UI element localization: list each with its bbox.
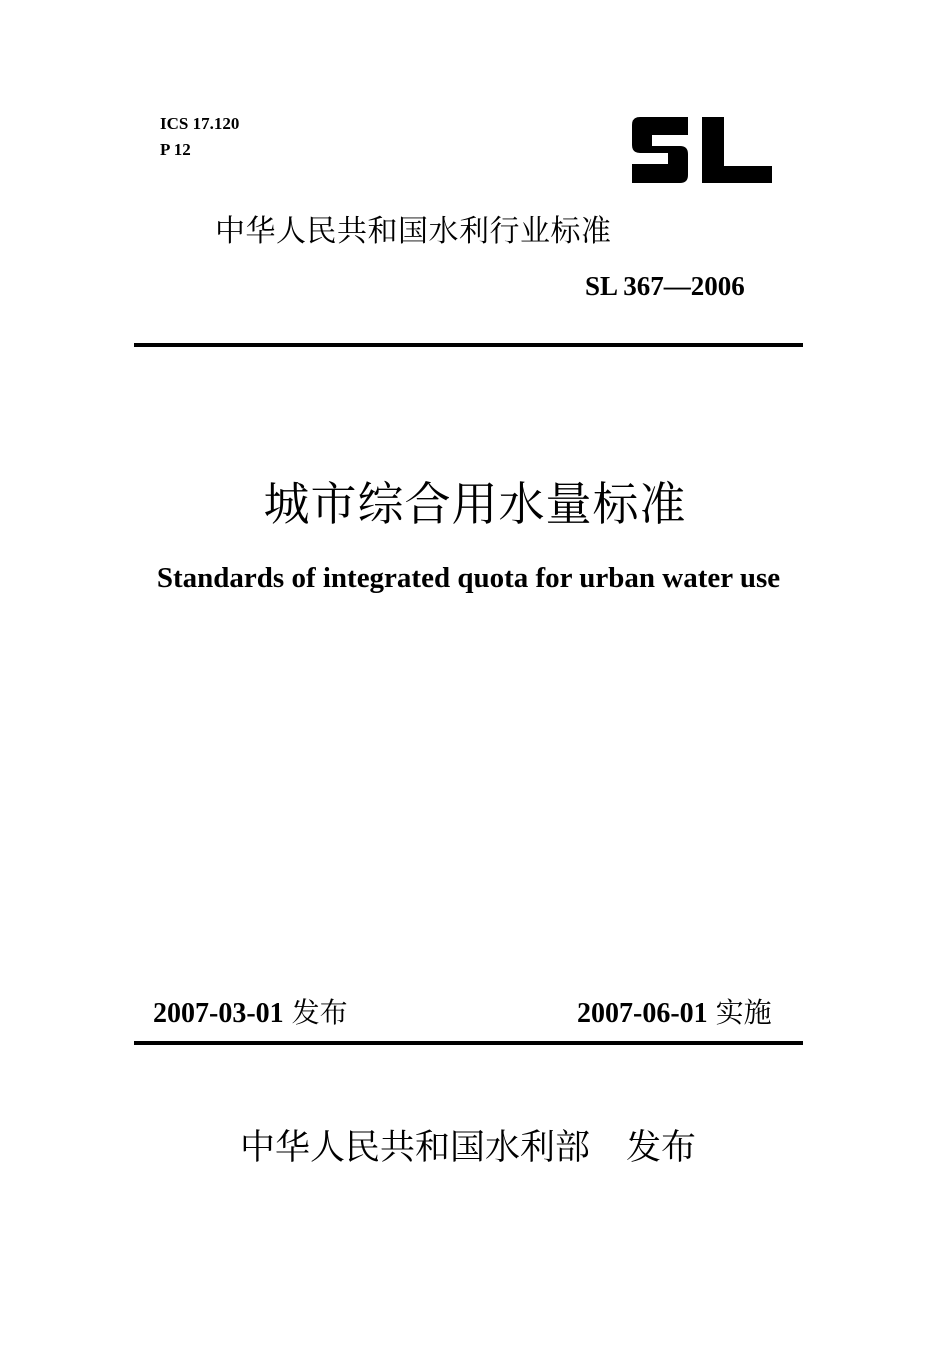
implementation-date [577, 996, 772, 1031]
publisher-verb: 发布 [626, 1128, 697, 1168]
standard-number: SL 367—2006 [585, 271, 745, 301]
ccs-code: P 12 [160, 140, 191, 159]
agency-title: 中华人民共和国水利行业标准 [215, 214, 612, 249]
implementation-date-label: 实施 [715, 996, 772, 1029]
issue-date [153, 996, 348, 1031]
top-divider [134, 343, 803, 347]
sl-logo [630, 112, 774, 188]
document-title-english: Standards of integrated quota for urban water use [156, 562, 781, 594]
document-title-chinese: 城市综合用水量标准 [263, 477, 687, 531]
publisher-line [240, 1127, 696, 1169]
issue-date-label: 发布 [291, 996, 348, 1029]
issue-date-value: 2007-03-01 [153, 998, 284, 1029]
implementation-date-value: 2007-06-01 [577, 998, 708, 1029]
bottom-divider [134, 1041, 803, 1045]
ics-code: ICS 17.120 [160, 114, 240, 133]
publisher-name: 中华人民共和国水利部 [240, 1128, 591, 1168]
